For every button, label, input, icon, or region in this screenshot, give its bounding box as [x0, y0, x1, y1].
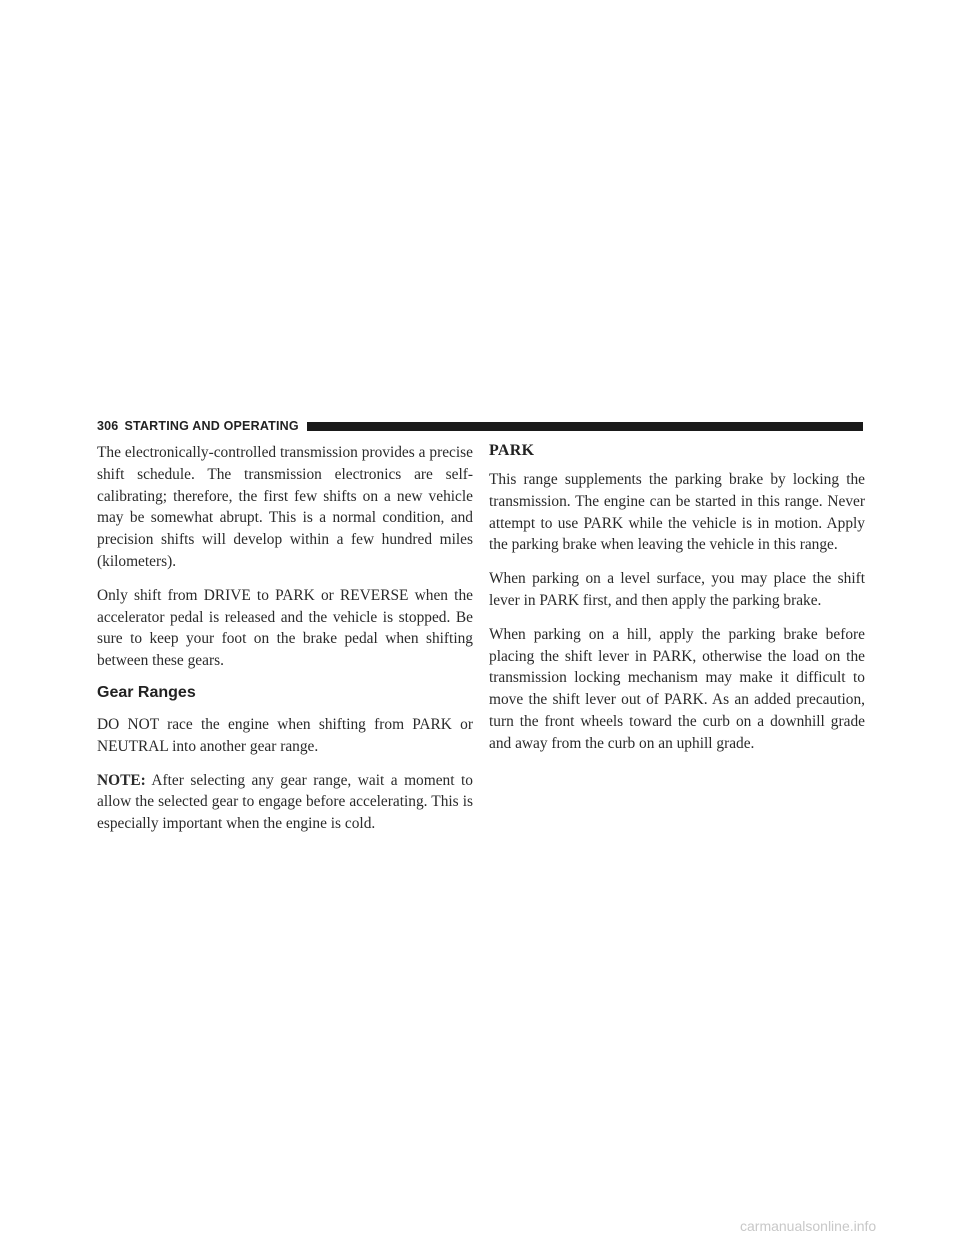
note-text: After selecting any gear range, wait a moment to allow the selected gear to engage before accelerating. This is especially important when the engine is cold. — [97, 771, 473, 833]
note-label: NOTE: — [97, 771, 146, 789]
note-paragraph — [97, 770, 473, 835]
level-surface-paragraph: When parking on a level surface, you may place the shift lever in PARK first, and then apply the parking brake. — [489, 570, 865, 609]
header-rule-bar — [307, 422, 863, 431]
shift-instruction-paragraph: Only shift from DRIVE to PARK or REVERSE when the accelerator pedal is released and the vehicle is stopped. Be sure to keep your foot on the brake pedal when shifting between these gears. — [97, 586, 473, 670]
left-column — [97, 442, 473, 847]
gear-ranges-heading: Gear Ranges — [97, 683, 196, 701]
watermark: carmanualsonline.info — [740, 1218, 877, 1234]
page-number: 306 — [97, 419, 119, 433]
race-engine-warning-paragraph: DO NOT race the engine when shifting from PARK or NEUTRAL into another gear range. — [97, 715, 473, 755]
park-description-paragraph: This range supplements the parking brake by locking the transmission. The engine can be started in this range. Never attempt to use PARK while the vehicle is in motion. Apply the parking brake when leaving the vehicle in this range. — [489, 471, 865, 554]
transmission-intro-paragraph: The electronically-controlled transmission provides a precise shift schedule. The transmission electronics are self-calibrating; therefore, the first few shifts on a new vehicle may be somewhat abrupt. This is a normal condition, and precision shifts will develop within a few hundred miles (kilometers). — [97, 444, 473, 570]
right-column — [489, 442, 865, 767]
section-title: STARTING AND OPERATING — [124, 419, 299, 433]
page-header — [97, 419, 863, 433]
park-heading: PARK — [489, 442, 535, 459]
hill-parking-paragraph: When parking on a hill, apply the parking brake before placing the shift lever in PARK, otherwise the load on the transmission locking mechanism may make it difficult to move the shift lever out of PARK. As an added precaution, turn the front wheels toward the curb on a downhill grade and away from the curb on an uphill grade. — [489, 625, 865, 752]
